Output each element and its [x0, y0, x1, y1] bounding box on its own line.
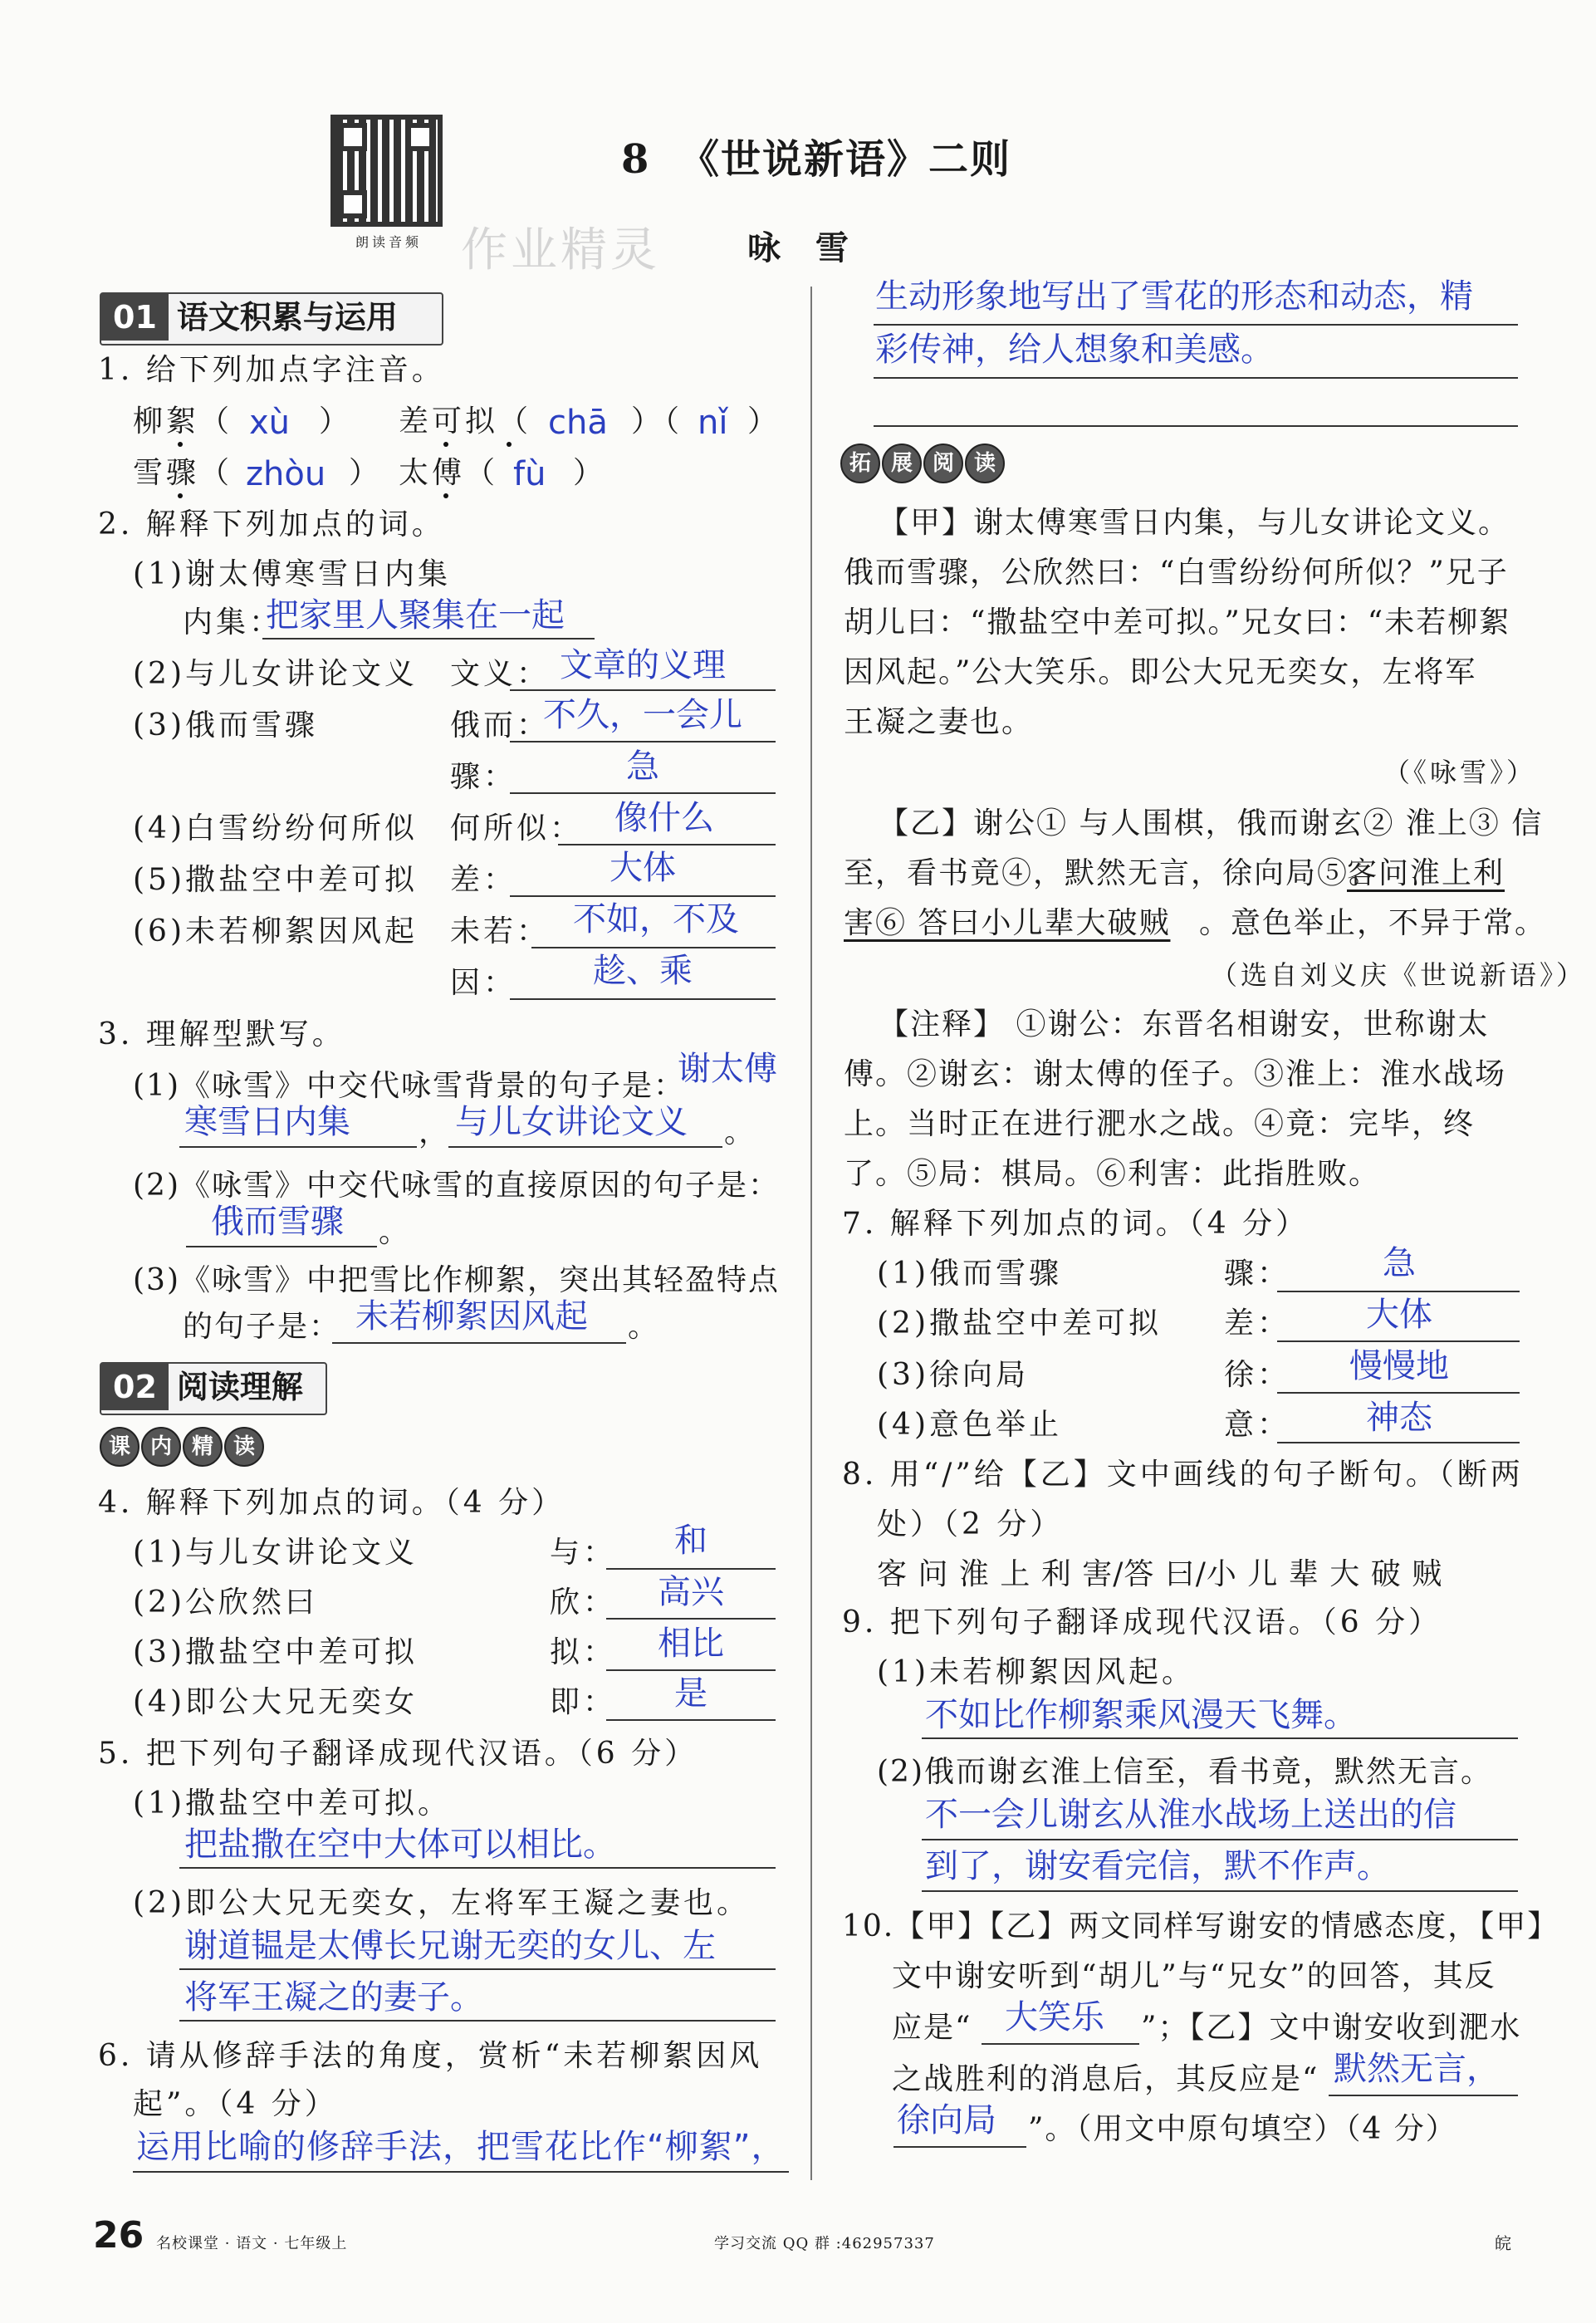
- q1-stem: 1. 给下列加点字注音。: [98, 353, 445, 387]
- answer-line: [922, 1737, 1518, 1739]
- q5-stem: 5. 把下列句子翻译成现代汉语。（6 分）: [98, 1737, 698, 1771]
- q1-close-paren: ）: [573, 456, 607, 490]
- answer-line: [332, 1342, 626, 1344]
- q5-prompt-1: (1)撒盐空中差可拟。: [133, 1786, 451, 1821]
- page-number: 26: [93, 2214, 144, 2257]
- q6-stem-2: 起”。（4 分）: [133, 2087, 338, 2121]
- lesson-title: 《世说新语》二则: [679, 136, 1012, 183]
- q1-item-chakeni: 差可拟（: [399, 404, 532, 439]
- reading-jia-5: 王凝之妻也。: [844, 705, 1034, 739]
- notes-2: 傅。②谢玄：谢太傅的侄子。③淮上：淮水战场: [844, 1057, 1507, 1091]
- q1-answer-zhou: zhòu: [246, 455, 326, 493]
- reading-jia-2: 俄而雪骤，公欣然曰：“白雪纷纷何所似？”兄子: [844, 556, 1509, 590]
- answer-line: [982, 2043, 1139, 2045]
- answer-line: [922, 1890, 1518, 1892]
- badge-char: 精: [183, 1427, 223, 1467]
- q1-answer-cha: chā: [548, 404, 608, 442]
- q4-item-2: (2)公欣然曰: [133, 1585, 318, 1620]
- reading-yi-3a-underlined: 害⑥ 答曰小儿辈大破贼: [844, 906, 1171, 940]
- q4-key-4: 即：: [550, 1685, 617, 1719]
- q5-prompt-2: (2)即公大兄无奕女，左将军王凝之妻也。: [133, 1886, 750, 1920]
- q2-answer-1: 把家里人聚集在一起: [266, 596, 565, 635]
- reading-jia-1: 【甲】谢太傅寒雪日内集，与儿女讲论文义。: [879, 506, 1510, 540]
- reading-jia-3: 胡儿曰：“撒盐空中差可拟。”兄女曰：“未若柳絮: [844, 605, 1511, 640]
- q3-answer-4: 俄而雪骤: [211, 1203, 344, 1241]
- answer-line: [874, 324, 1518, 326]
- badge-char: 读: [224, 1427, 264, 1467]
- q10-answer-3: 徐向局: [897, 2101, 996, 2139]
- q4-answer-4: 是: [674, 1674, 707, 1713]
- q10-answer-1: 大笑乐: [1005, 1998, 1104, 2036]
- reading-jia-source: （《咏雪》）: [1383, 757, 1537, 788]
- q7-item-1: (1)俄而雪骤: [877, 1257, 1062, 1291]
- q9-prompt-2: (2)俄而谢玄淮上信至，看书竟，默然无言。: [877, 1755, 1492, 1789]
- q1-item-taifu: 太傅（: [399, 456, 499, 490]
- answer-line: [179, 1146, 417, 1148]
- q4-key-3: 拟：: [550, 1635, 617, 1669]
- q3-answer-3: 与儿女讲论文义: [455, 1103, 688, 1141]
- q7-item-3: (3)徐向局: [877, 1358, 1029, 1392]
- reading-yi-2b-underlined: 客问淮上利: [1347, 856, 1505, 890]
- answer-line: [262, 638, 595, 640]
- badge-char: 课: [100, 1427, 140, 1467]
- q2-answer-3b: 急: [626, 747, 659, 786]
- q6-stem: 6. 请从修辞手法的角度，赏析“未若柳絮因风: [98, 2039, 763, 2073]
- q2-key-3b: 骤：: [450, 760, 517, 794]
- column-divider: [810, 287, 812, 2180]
- q8-answer: 客 问 淮 上 利 害/答 曰/小 儿 辈 大 破 贼: [877, 1557, 1443, 1591]
- answer-line: [510, 792, 776, 794]
- answer-line: [874, 425, 1518, 427]
- q9-answer-1: 不如比作柳絮乘风漫天飞舞。: [925, 1696, 1357, 1734]
- q10-line-3a: 应是“: [892, 2011, 972, 2045]
- answer-line: [448, 1146, 722, 1148]
- sub-title: 咏 雪: [747, 229, 860, 267]
- q2-answer-2: 文章的义理: [560, 646, 726, 684]
- answer-line: [179, 2020, 776, 2022]
- q1-answer-xu: xù: [249, 404, 291, 442]
- q7-key-2: 差：: [1224, 1306, 1291, 1340]
- q5-answer-2b: 将军王凝之的妻子。: [184, 1978, 483, 2017]
- badge-char: 阅: [923, 444, 963, 483]
- answer-line: [510, 895, 776, 897]
- qr-code: [330, 115, 443, 227]
- q7-answer-2: 大体: [1366, 1296, 1432, 1334]
- q4-item-4: (4)即公大兄无奕女: [133, 1685, 418, 1719]
- q4-key-2: 欣：: [550, 1585, 617, 1620]
- q3-period: 。: [724, 1115, 758, 1149]
- q1-close-paren: ）: [747, 404, 781, 439]
- q6-answer-3: 彩传神，给人想象和美感。: [875, 331, 1274, 369]
- q2-item-1: (1)谢太傅寒雪日内集: [133, 557, 451, 591]
- q4-key-1: 与：: [550, 1536, 617, 1570]
- section-title: 阅读理解: [176, 1369, 303, 1405]
- q3-prompt-2: (2)《咏雪》中交代咏雪的直接原因的句子是：: [133, 1169, 780, 1203]
- q2-key-6: 未若：: [450, 914, 551, 948]
- q5-answer-2: 谢道韫是太傅长兄谢无奕的女儿、左: [184, 1927, 716, 1965]
- notes-3: 上。当时正在进行淝水之战。④竟：完毕，终: [844, 1107, 1476, 1141]
- q3-answer-5: 未若柳絮因风起: [355, 1297, 588, 1335]
- q7-item-2: (2)撒盐空中差可拟: [877, 1306, 1162, 1340]
- q10-answer-2: 默然无言，: [1334, 2050, 1500, 2088]
- q1-close-paren: ）: [319, 404, 353, 439]
- emphasis-dot: [507, 442, 512, 447]
- q7-key-3: 徐：: [1224, 1358, 1291, 1392]
- answer-line: [922, 1839, 1518, 1840]
- answer-line: [1277, 1291, 1520, 1292]
- answer-line: [558, 844, 776, 845]
- answer-line: [179, 1968, 776, 1970]
- qq-group: 学习交流 QQ 群 :462957337: [714, 2235, 935, 2252]
- answer-line: [606, 1669, 776, 1671]
- q2-answer-6b: 趁、乘: [593, 952, 693, 990]
- answer-line: [606, 1568, 776, 1570]
- q7-answer-1: 急: [1383, 1244, 1416, 1282]
- answer-line: [510, 689, 776, 691]
- emphasis-dot: [443, 442, 448, 447]
- q10-line-2: 文中谢安听到“胡儿”与“兄女”的回答，其反: [892, 1959, 1496, 1993]
- answer-line: [874, 377, 1518, 379]
- q3-answer-1: 谢太傅: [678, 1050, 777, 1088]
- lesson-number: 8: [621, 136, 653, 183]
- reading-yi-1: 【乙】谢公① 与人围棋，俄而谢玄② 淮上③ 信: [879, 806, 1544, 840]
- q2-key-5: 差：: [450, 863, 517, 897]
- answer-line: [510, 741, 776, 742]
- answer-line: [1277, 1442, 1520, 1443]
- q2-answer-6: 不如，不及: [573, 900, 739, 939]
- q2-answer-4: 像什么: [614, 799, 714, 837]
- q3-period: 。: [628, 1310, 662, 1344]
- emphasis-dot: [178, 493, 183, 498]
- q3-prompt-1: (1)《咏雪》中交代咏雪背景的句子是：: [133, 1069, 685, 1103]
- q2-key-3: 俄而：: [450, 708, 551, 742]
- answer-line: [606, 1618, 776, 1620]
- q8-stem-2: 处）（2 分）: [877, 1507, 1064, 1541]
- q4-stem: 4. 解释下列加点的词。（4 分）: [98, 1486, 565, 1520]
- q4-answer-2: 高兴: [658, 1573, 724, 1611]
- q3-answer-2: 寒雪日内集: [184, 1103, 350, 1141]
- badge-char: 内: [141, 1427, 181, 1467]
- emphasis-dot: [443, 493, 448, 498]
- qr-label: 朗读音频: [355, 234, 423, 250]
- q3-stem: 3. 理解型默写。: [98, 1017, 345, 1051]
- q7-stem: 7. 解释下列加点的词。（4 分）: [842, 1207, 1310, 1241]
- q2-key-4: 何所似：: [450, 811, 584, 845]
- q9-answer-2: 不一会儿谢玄从淮水战场上送出的信: [925, 1796, 1456, 1834]
- q4-item-3: (3)撒盐空中差可拟: [133, 1635, 418, 1669]
- q3-prompt-3: (3)《咏雪》中把雪比作柳絮，突出其轻盈特点: [133, 1263, 780, 1297]
- q7-key-1: 骤：: [1224, 1257, 1291, 1291]
- q7-item-4: (4)意色举止: [877, 1408, 1062, 1442]
- answer-line: [133, 2171, 789, 2173]
- answer-line: [179, 1867, 776, 1869]
- q2-item-4: (4)白雪纷纷何所似: [133, 811, 418, 845]
- q1-item-xuezhou: 雪骤（: [133, 456, 233, 490]
- book-title: 名校课堂 · 语文 · 七年级上: [156, 2235, 348, 2252]
- q4-answer-1: 和: [674, 1522, 707, 1560]
- badge-extended-reading: [840, 444, 1005, 485]
- q5-answer-1: 把盐撒在空中大体可以相比。: [184, 1826, 616, 1864]
- q9-stem: 9. 把下列句子翻译成现代汉语。（6 分）: [842, 1605, 1442, 1639]
- section-number: 01: [101, 294, 169, 341]
- watermark: 作业精灵: [461, 223, 660, 277]
- q1-item-liuxu: 柳絮（: [133, 404, 233, 439]
- q3-period: 。: [379, 1215, 413, 1249]
- answer-line: [510, 998, 776, 1000]
- reading-yi-source: （选自刘义庆《世说新语》）: [1211, 959, 1587, 991]
- q2-item-3: (3)俄而雪骤: [133, 708, 318, 742]
- q1-answer-ni: nǐ: [698, 404, 728, 442]
- q6-answer-1: 运用比喻的修辞手法，把雪花比作“柳絮”，: [136, 2128, 786, 2166]
- notes-4: 了。⑤局：棋局。⑥利害：此指胜败。: [844, 1157, 1381, 1191]
- answer-line: [1277, 1340, 1520, 1342]
- q7-answer-3: 慢慢地: [1349, 1347, 1449, 1385]
- q10-line-1: 10.【甲】【乙】两文同样写谢安的情感态度，【甲】: [842, 1909, 1559, 1943]
- q2-item-5: (5)撒盐空中差可拟: [133, 863, 418, 897]
- q7-answer-4: 神态: [1366, 1399, 1432, 1437]
- q1-close-paren: ）: [349, 456, 383, 490]
- q3-prompt-3b: 的句子是：: [183, 1310, 341, 1344]
- answer-line: [1277, 1392, 1520, 1394]
- q1-answer-fu: fù: [513, 455, 546, 493]
- badge-in-class-reading: [100, 1427, 264, 1468]
- q4-item-1: (1)与儿女讲论文义: [133, 1536, 418, 1570]
- badge-char: 展: [882, 444, 922, 483]
- reading-yi-2a: 至，看书竟④，默然无言，徐向局⑤。: [844, 856, 1381, 890]
- q2-item-2: (2)与儿女讲论文义: [133, 657, 418, 691]
- q8-stem: 8. 用“/”给【乙】文中画线的句子断句。（断两: [842, 1458, 1524, 1492]
- q9-answer-2b: 到了，谢安看完信，默不作声。: [925, 1847, 1390, 1885]
- badge-char: 读: [965, 444, 1005, 483]
- q10-line-3b: ”；【乙】文中谢安收到淝水: [1141, 2011, 1522, 2045]
- q6-answer-2: 生动形象地写出了雪花的形态和动态，精: [875, 277, 1473, 316]
- q9-prompt-1: (1)未若柳絮因风起。: [877, 1655, 1195, 1689]
- answer-line: [893, 2146, 1026, 2148]
- q2-key-1: 内集：: [183, 605, 283, 640]
- q2-key-6b: 因：: [450, 966, 517, 1000]
- section-01-header: [100, 292, 443, 346]
- section-02-header: [100, 1362, 327, 1415]
- q2-answer-5: 大体: [610, 849, 676, 887]
- reading-jia-4: 因风起。”公大笑乐。即公大兄无奕女，左将军: [844, 655, 1477, 689]
- q10-line-5b: ”。（用文中原句填空）（4 分）: [1028, 2112, 1457, 2146]
- answer-line: [606, 1719, 776, 1721]
- answer-line: [531, 947, 776, 948]
- q2-item-6: (6)未若柳絮因风起: [133, 914, 418, 948]
- answer-line: [1329, 2095, 1518, 2096]
- q2-key-2: 文义：: [450, 657, 551, 691]
- emphasis-dot: [178, 442, 183, 447]
- q2-answer-3: 不久，一会儿: [543, 696, 742, 734]
- section-number: 02: [101, 1364, 169, 1410]
- q3-comma: ，: [419, 1115, 453, 1149]
- q10-line-4a: 之战胜利的消息后，其反应是“: [892, 2062, 1319, 2096]
- region-label: 皖: [1495, 2233, 1515, 2253]
- reading-yi-3b: 。意色举止，不异于常。: [1199, 906, 1547, 940]
- badge-char: 拓: [840, 444, 880, 483]
- notes-1: 【注释】 ①谢公：东晋名相谢安，世称谢太: [879, 1007, 1490, 1041]
- q4-answer-3: 相比: [658, 1625, 724, 1663]
- q7-key-4: 意：: [1224, 1408, 1291, 1442]
- q2-stem: 2. 解释下列加点的词。: [98, 507, 445, 542]
- section-title: 语文积累与运用: [176, 299, 398, 336]
- q1-mid-paren: ）（: [631, 404, 683, 439]
- answer-line: [186, 1246, 377, 1247]
